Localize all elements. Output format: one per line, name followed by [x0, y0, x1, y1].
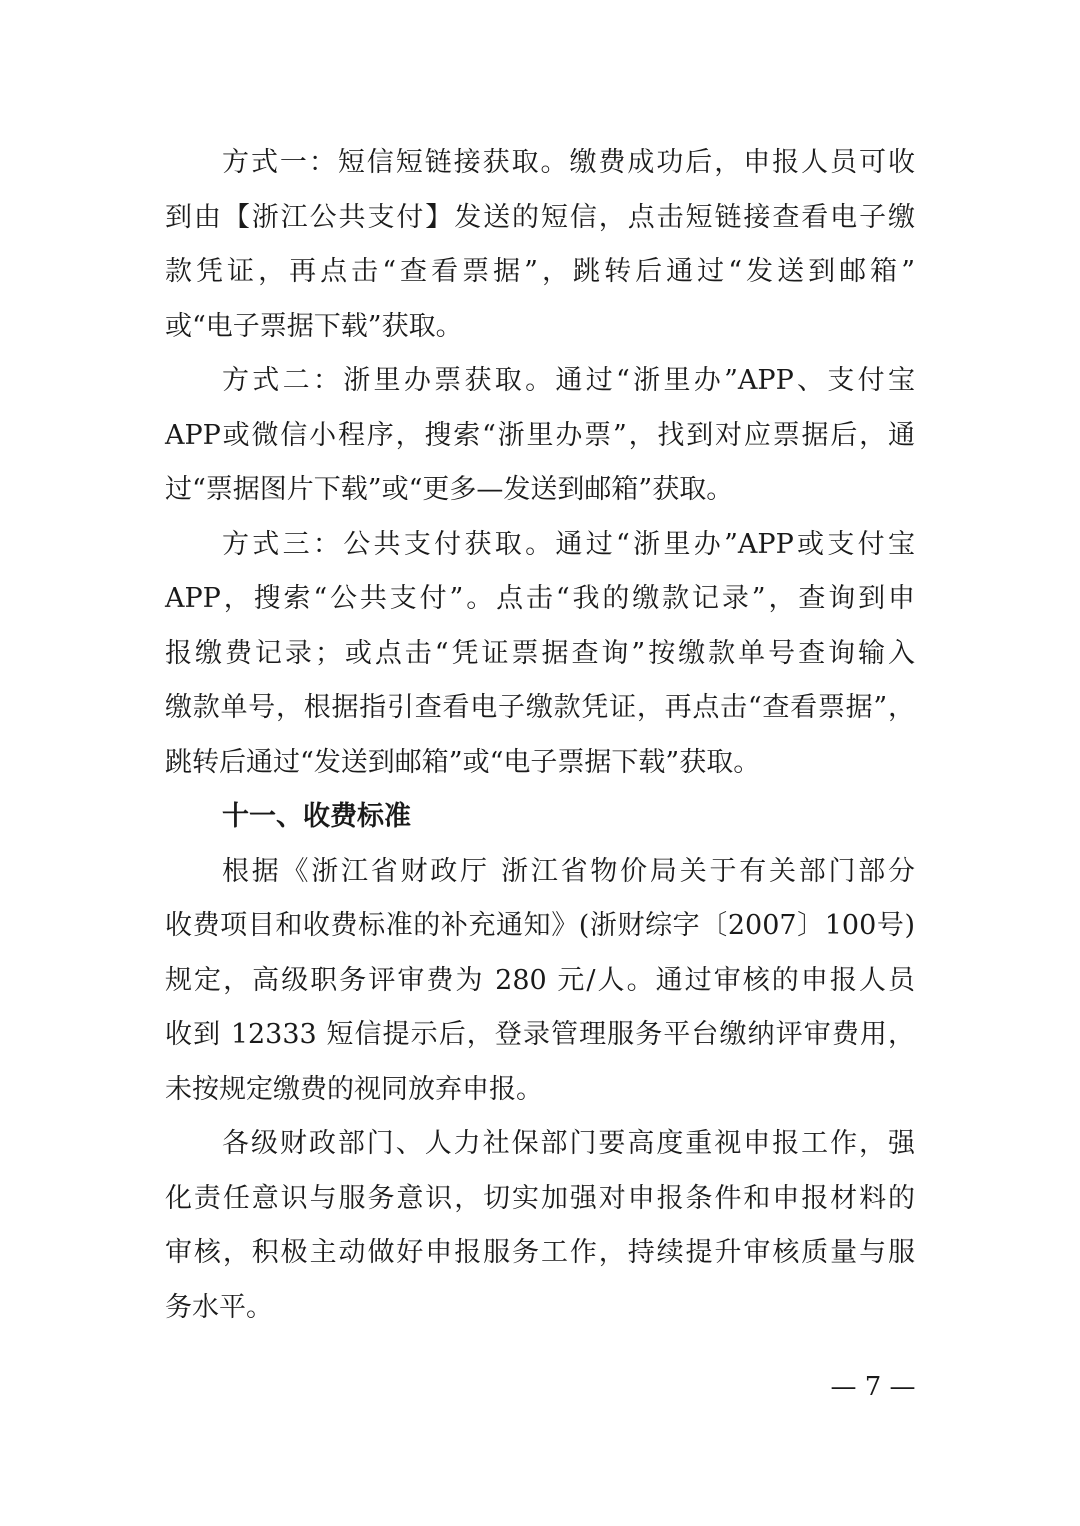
page-number: — 7 — — [830, 1372, 916, 1402]
text-line: 根据《浙江省财政厅 浙江省物价局关于有关部门部分 — [222, 855, 915, 887]
paragraph — [165, 354, 915, 518]
text-line: 或“电子票据下载”获取。 — [165, 310, 463, 342]
text-line: 缴款单号，根据指引查看电子缴款凭证，再点击“查看票据”， — [165, 692, 915, 723]
text-line: APP，搜索“公共支付”。点击“我的缴款记录”，查询到申 — [165, 583, 915, 614]
text-line: 方式二：浙里办票获取。通过“浙里办”APP、支付宝 — [222, 365, 915, 396]
text-line: 方式三：公共支付获取。通过“浙里办”APP或支付宝 — [222, 528, 915, 560]
section-heading — [165, 790, 915, 845]
paragraph — [165, 1117, 915, 1335]
text-line: 规定，高级职务评审费为 280 元/人。通过审核的申报人员 — [165, 964, 915, 996]
text-line: 化责任意识与服务意识，切实加强对申报条件和申报材料的 — [165, 1182, 915, 1214]
text-line: 各级财政部门、人力社保部门要高度重视申报工作，强 — [222, 1128, 915, 1159]
text-line: 十一、收费标准 — [222, 801, 411, 832]
paragraph — [165, 136, 915, 354]
text-line: 收到 12333 短信提示后，登录管理服务平台缴纳评审费用， — [165, 1019, 915, 1050]
text-line: 到由【浙江公共支付】发送的短信，点击短链接查看电子缴 — [165, 201, 915, 233]
text-line: 未按规定缴费的视同放弃申报。 — [165, 1073, 543, 1105]
paragraph — [165, 845, 915, 1118]
text-line: 务水平。 — [165, 1291, 273, 1323]
text-line: 跳转后通过“发送到邮箱”或“电子票据下载”获取。 — [165, 746, 761, 778]
text-line: 审核，积极主动做好申报服务工作，持续提升审核质量与服 — [165, 1237, 915, 1268]
text-line: 方式一：短信短链接获取。缴费成功后，申报人员可收 — [222, 147, 915, 178]
paragraph — [165, 518, 915, 791]
document-body — [165, 136, 915, 1335]
text-line: 报缴费记录；或点击“凭证票据查询”按缴款单号查询输入 — [165, 637, 915, 669]
text-line: 过“票据图片下载”或“更多—发送到邮箱”获取。 — [165, 474, 734, 505]
text-line: APP或微信小程序，搜索“浙里办票”，找到对应票据后，通 — [165, 419, 915, 451]
text-line: 收费项目和收费标准的补充通知》(浙财综字〔2007〕100号) — [165, 910, 915, 941]
text-line: 款凭证，再点击“查看票据”，跳转后通过“发送到邮箱” — [165, 256, 915, 287]
